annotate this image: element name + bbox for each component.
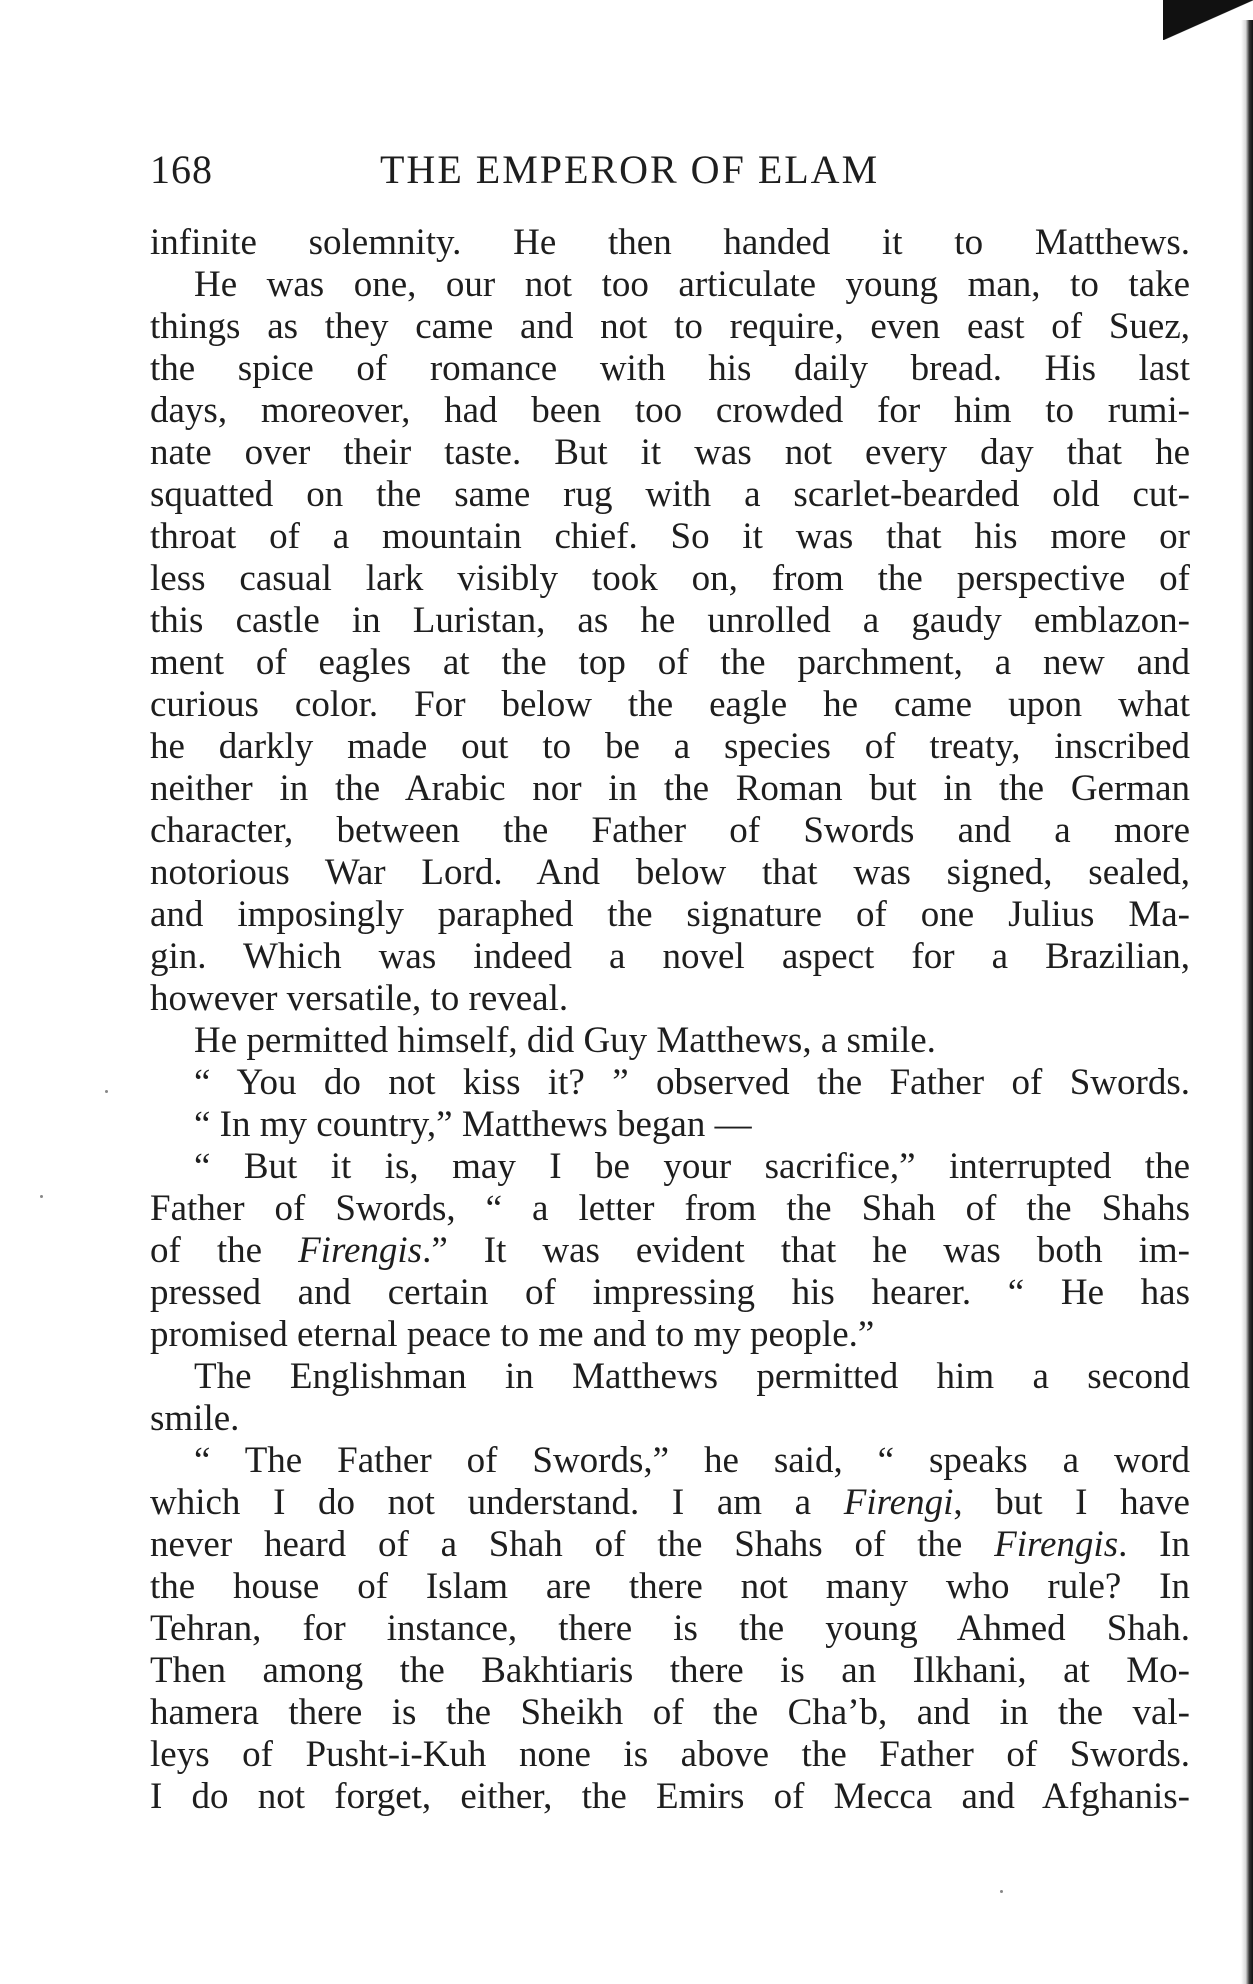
text-line: of the Firengis.” It was evident that he was both im- <box>150 1230 1191 1271</box>
text-line: “ The Father of Swords,” he said, “ speaks a word <box>194 1440 1190 1481</box>
binding-shadow <box>1163 0 1253 40</box>
text-line: gin. Which was indeed a novel aspect for a Brazilian, <box>150 936 1190 977</box>
text-line: Father of Swords, “ a letter from the Shah of the Shahs <box>150 1188 1190 1229</box>
text-line: he darkly made out to be a species of treaty, inscribed <box>150 726 1190 767</box>
page-number: 168 <box>150 147 213 192</box>
text-line: infinite solemnity. He then handed it to Matthews. <box>150 222 1190 263</box>
text-line: Then among the Bakhtiaris there is an Ilkhani, at Mo- <box>150 1650 1190 1691</box>
text-line: “ You do not kiss it? ” observed the Father of Swords. <box>194 1062 1190 1103</box>
text-line: nate over their taste. But it was not every day that he <box>150 432 1190 473</box>
text-line: character, between the Father of Swords and a more <box>150 810 1190 851</box>
text-line: throat of a mountain chief. So it was that his more or <box>150 516 1190 557</box>
text-line: promised eternal peace to me and to my people.” <box>150 1314 875 1355</box>
text-line: however versatile, to reveal. <box>150 978 569 1019</box>
binding-edge <box>1241 20 1253 1984</box>
text-line: curious color. For below the eagle he came upon what <box>150 684 1190 725</box>
running-head <box>150 145 970 195</box>
text-line: notorious War Lord. And below that was signed, sealed, <box>150 852 1190 893</box>
text-line: squatted on the same rug with a scarlet-bearded old cut- <box>150 474 1190 515</box>
text-line: days, moreover, had been too crowded for him to rumi- <box>150 390 1190 431</box>
text-line: the house of Islam are there not many who rule? In <box>150 1566 1190 1607</box>
text-line: He was one, our not too articulate young man, to take <box>194 264 1190 305</box>
paper-speck <box>1000 1890 1003 1893</box>
text-line: hamera there is the Sheikh of the Cha’b, and in the val- <box>150 1692 1190 1733</box>
paper-speck <box>40 1195 43 1198</box>
paper-speck <box>105 1090 108 1093</box>
running-title: THE EMPEROR OF ELAM <box>380 147 880 192</box>
text-line: never heard of a Shah of the Shahs of the Firengis. In <box>150 1524 1190 1565</box>
text-line: “ In my country,” Matthews began — <box>194 1104 752 1145</box>
text-line: Tehran, for instance, there is the young Ahmed Shah. <box>150 1608 1190 1649</box>
text-line: neither in the Arabic nor in the Roman but in the German <box>150 768 1190 809</box>
text-line: pressed and certain of impressing his hearer. “ He has <box>150 1272 1190 1313</box>
text-line: I do not forget, either, the Emirs of Mecca and Afghanis- <box>150 1776 1190 1817</box>
text-line: He permitted himself, did Guy Matthews, a smile. <box>194 1020 936 1061</box>
text-line: which I do not understand. I am a Firengi, but I have <box>150 1482 1190 1523</box>
text-line: The Englishman in Matthews permitted him a second <box>194 1356 1190 1397</box>
text-line: smile. <box>150 1398 240 1439</box>
text-line: things as they came and not to require, even east of Suez, <box>150 306 1190 347</box>
text-line: leys of Pusht-i-Kuh none is above the Father of Swords. <box>150 1734 1190 1775</box>
text-line: “ But it is, may I be your sacrifice,” interrupted the <box>194 1146 1190 1187</box>
text-line: and imposingly paraphed the signature of one Julius Ma- <box>150 894 1190 935</box>
text-line: less casual lark visibly took on, from the perspective of <box>150 558 1190 599</box>
text-line: ment of eagles at the top of the parchment, a new and <box>150 642 1190 683</box>
text-line: this castle in Luristan, as he unrolled a gaudy emblazon- <box>150 600 1190 641</box>
text-line: the spice of romance with his daily bread. His last <box>150 348 1190 389</box>
